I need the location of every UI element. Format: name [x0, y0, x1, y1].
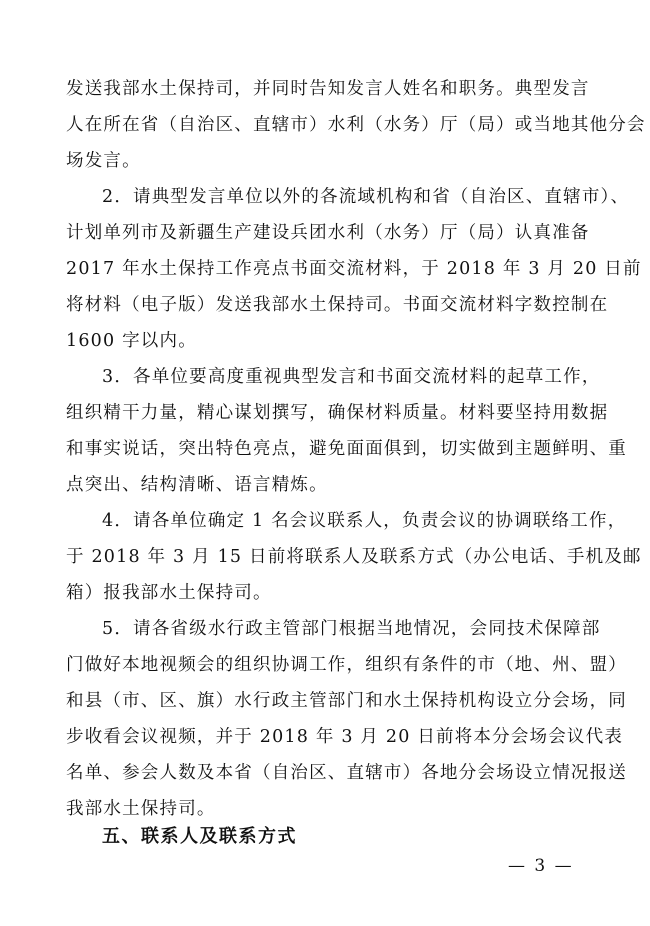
section-heading: 五、联系人及联系方式 [102, 826, 297, 847]
text-line: 1600 字以内。 [66, 331, 197, 351]
text-line: 和县（市、区、旗）水行政主管部门和水土保持机构设立分会场，同 [66, 691, 627, 711]
text-line: 计划单列市及新疆生产建设兵团水利（水务）厅（局）认真准备 [66, 223, 590, 243]
text-line: 名单、参会人数及本省（自治区、直辖市）各地分会场设立情况报送 [66, 763, 627, 783]
text-line: 门做好本地视频会的组织协调工作，组织有条件的市（地、州、盟） [66, 655, 627, 675]
text-line: 组织精干力量，精心谋划撰写，确保材料质量。材料要坚持用数据 [66, 403, 609, 423]
text-line: 箱）报我部水土保持司。 [66, 583, 272, 603]
text-line: 5．请各省级水行政主管部门根据当地情况，会同技术保障部 [102, 619, 601, 639]
text-line: 人在所在省（自治区、直辖市）水利（水务）厅（局）或当地其他分会 [66, 115, 646, 135]
text-line: 于 2018 年 3 月 15 日前将联系人及联系方式（办公电话、手机及邮 [66, 547, 642, 567]
text-line: 2017 年水土保持工作亮点书面交流材料，于 2018 年 3 月 20 日前 [66, 259, 642, 279]
text-line: 2．请典型发言单位以外的各流域机构和省（自治区、直辖市）、 [102, 187, 630, 207]
text-line: 发送我部水土保持司，并同时告知发言人姓名和职务。典型发言 [66, 79, 590, 99]
text-line: 将材料（电子版）发送我部水土保持司。书面交流材料字数控制在 [66, 295, 609, 315]
text-line: 点突出、结构清晰、语言精炼。 [66, 475, 328, 495]
page-number: — 3 — [508, 856, 574, 876]
text-line: 步收看会议视频，并于 2018 年 3 月 20 日前将本分会场会议代表 [66, 727, 624, 747]
text-line: 和事实说话，突出特色亮点，避免面面俱到，切实做到主题鲜明、重 [66, 439, 627, 459]
text-line: 4．请各单位确定 1 名会议联系人，负责会议的协调联络工作， [102, 511, 627, 531]
text-line: 3．各单位要高度重视典型发言和书面交流材料的起草工作， [102, 367, 601, 387]
text-line: 我部水土保持司。 [66, 799, 216, 819]
text-line: 场发言。 [66, 151, 141, 171]
